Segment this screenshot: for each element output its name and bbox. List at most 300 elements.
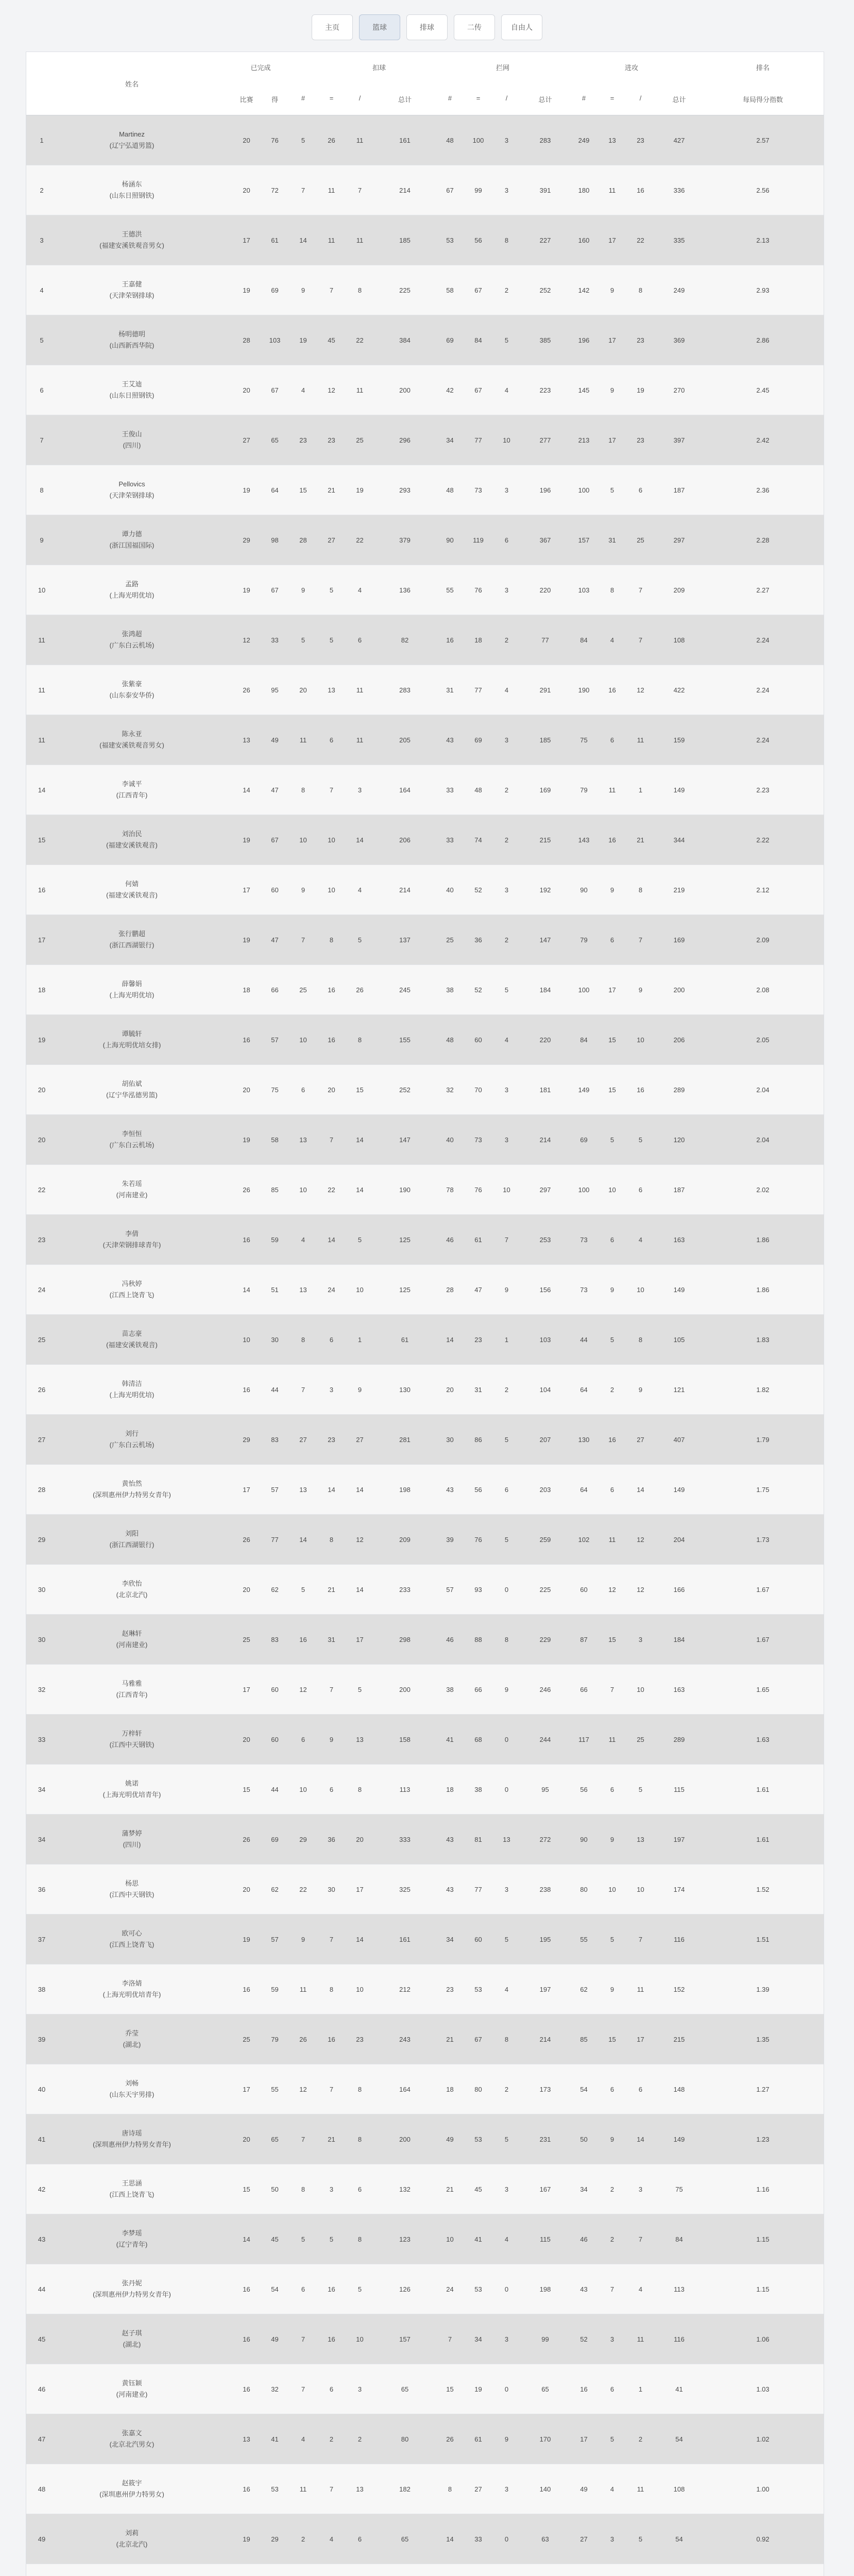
stat-cell: 90 — [446, 536, 454, 544]
player-team: (福建安溪铁观音) — [106, 841, 158, 849]
player-team: (上海光明优培女排) — [103, 1041, 161, 1049]
stat-cell: 7 — [329, 286, 334, 294]
stat-cell: 1.86 — [756, 1235, 770, 1244]
tab-setter[interactable]: 二传 — [454, 14, 495, 40]
player-name: 王艾迪 — [122, 380, 142, 388]
player-cell — [78, 1665, 186, 1714]
player-cell — [78, 2014, 186, 2064]
rank-cell: 7 — [40, 436, 44, 444]
stat-cell: 5 — [504, 336, 509, 344]
rank-cell: 11 — [38, 636, 45, 644]
stat-cell: 31 — [474, 1385, 482, 1394]
stat-cell: 21 — [637, 836, 644, 844]
stat-cell: 2 — [504, 836, 509, 844]
stat-cell: 33 — [446, 786, 454, 794]
stat-cell: 13 — [637, 1835, 644, 1843]
table-row — [26, 2014, 824, 2064]
player-team: (辽宁青年) — [116, 2241, 148, 2248]
stat-cell: 17 — [637, 2035, 644, 2043]
stat-cell: 205 — [399, 736, 411, 744]
stat-cell: 53 — [271, 2485, 279, 2493]
player-name: 何婧 — [125, 880, 139, 888]
stat-cell: 1 — [504, 1335, 509, 1344]
header-block-group: 拦网 — [496, 64, 509, 72]
stat-cell: 155 — [399, 1036, 411, 1044]
table-row — [26, 1365, 824, 1415]
stat-cell: 2 — [504, 286, 509, 294]
stat-cell: 28 — [299, 536, 307, 544]
stat-cell: 10 — [356, 1985, 364, 1993]
stat-cell: 11 — [356, 686, 364, 694]
stat-cell: 11 — [608, 786, 616, 794]
stat-cell: 14 — [328, 1235, 335, 1244]
table-row — [26, 1565, 824, 1615]
stat-cell: 200 — [673, 986, 685, 994]
stat-cell: 9 — [329, 1735, 334, 1743]
stat-cell: 108 — [673, 2485, 685, 2493]
stat-cell: 67 — [446, 186, 454, 194]
stat-cell: 160 — [578, 236, 590, 244]
header-rating-group: 排名 — [756, 64, 770, 72]
player-name: 刘治民 — [122, 830, 142, 838]
player-name: 张紫豪 — [122, 680, 142, 688]
stat-cell: 33 — [271, 636, 279, 644]
player-name: 杨明德明 — [118, 330, 145, 338]
rank-cell: 4 — [40, 286, 44, 294]
stat-cell: 422 — [673, 686, 685, 694]
stat-cell: 65 — [401, 2535, 409, 2543]
stat-cell: 22 — [637, 236, 644, 244]
table-row — [26, 965, 824, 1015]
stat-cell: 8 — [448, 2485, 452, 2493]
player-name: Martinez — [119, 130, 145, 138]
stat-cell: 2.45 — [756, 386, 770, 394]
stat-cell: 231 — [539, 2135, 551, 2143]
stat-cell: 93 — [474, 1585, 482, 1594]
player-cell — [78, 565, 186, 615]
stat-cell: 5 — [610, 1136, 614, 1144]
player-team: (北京北汽) — [116, 1591, 148, 1599]
player-team: (福建安溪铁观音) — [106, 891, 158, 899]
player-team: (上海光明优培青年) — [103, 1791, 161, 1799]
stat-cell: 4 — [504, 1985, 509, 1993]
stat-cell: 29 — [243, 1435, 250, 1444]
table-row — [26, 2314, 824, 2364]
table-row — [26, 2564, 824, 2576]
header-col: 总计 — [538, 96, 552, 104]
stat-cell: 6 — [610, 1485, 614, 1494]
stat-cell: 100 — [578, 1185, 590, 1194]
stat-cell: 23 — [328, 436, 335, 444]
stat-cell: 214 — [539, 2035, 551, 2043]
player-cell — [78, 2314, 186, 2364]
stat-cell: 24 — [328, 1285, 335, 1294]
stat-cell: 67 — [474, 2035, 482, 2043]
stat-cell: 1.83 — [756, 1335, 770, 1344]
stat-cell: 59 — [271, 1235, 279, 1244]
stat-cell: 2 — [610, 2185, 614, 2193]
stat-cell: 15 — [608, 1036, 616, 1044]
stat-cell: 2.86 — [756, 336, 770, 344]
stat-cell: 15 — [608, 2035, 616, 2043]
player-name: Pellovics — [118, 480, 145, 488]
stat-cell: 100 — [578, 486, 590, 494]
stat-cell: 47 — [271, 936, 279, 944]
player-team: (辽宁华泓德男篮) — [106, 1091, 158, 1099]
stat-cell: 4 — [301, 386, 305, 394]
player-name: 李梦瑶 — [122, 2229, 142, 2237]
stat-cell: 30 — [271, 1335, 279, 1344]
stat-cell: 43 — [446, 1485, 454, 1494]
stat-cell: 1.06 — [756, 2335, 770, 2343]
stat-cell: 16 — [608, 836, 616, 844]
table-row — [26, 365, 824, 415]
stat-cell: 1.52 — [756, 1885, 770, 1893]
player-cell — [78, 165, 186, 215]
stat-cell: 14 — [356, 836, 364, 844]
stat-cell: 9 — [301, 1935, 305, 1943]
stat-cell: 3 — [504, 2185, 509, 2193]
player-team: (江西上饶青飞) — [109, 1291, 155, 1299]
stat-cell: 20 — [328, 1086, 335, 1094]
player-cell — [78, 2364, 186, 2414]
stat-cell: 4 — [504, 686, 509, 694]
player-cell — [78, 2214, 186, 2264]
stat-cell: 49 — [271, 2335, 279, 2343]
stat-cell: 83 — [271, 1435, 279, 1444]
rank-cell: 5 — [40, 336, 44, 344]
stat-cell: 72 — [271, 186, 279, 194]
stat-cell: 6 — [638, 1185, 643, 1194]
stat-cell: 68 — [474, 1735, 482, 1743]
stat-cell: 44 — [271, 1385, 279, 1394]
stat-cell: 64 — [580, 1485, 588, 1494]
stat-cell: 16 — [328, 2035, 335, 2043]
stat-cell: 159 — [673, 736, 685, 744]
stat-cell: 6 — [329, 1335, 334, 1344]
stat-cell: 298 — [399, 1635, 411, 1643]
stat-cell: 3 — [610, 2535, 614, 2543]
stat-cell: 6 — [329, 736, 334, 744]
stat-cell: 8 — [329, 1985, 334, 1993]
stat-cell: 130 — [399, 1385, 411, 1394]
table-row — [26, 615, 824, 665]
stat-cell: 163 — [673, 1685, 685, 1693]
stat-cell: 25 — [637, 1735, 644, 1743]
stat-cell: 7 — [329, 2485, 334, 2493]
stat-cell: 12 — [637, 1585, 644, 1594]
table-row — [26, 1465, 824, 1515]
player-cell — [78, 2414, 186, 2464]
player-cell — [78, 365, 186, 415]
tab-libero[interactable]: 自由人 — [501, 14, 542, 40]
stat-cell: 19 — [356, 486, 364, 494]
stat-cell: 167 — [539, 2185, 551, 2193]
stat-cell: 22 — [356, 536, 364, 544]
stat-cell: 132 — [399, 2185, 411, 2193]
stat-cell: 46 — [580, 2235, 588, 2243]
rank-cell: 15 — [38, 836, 46, 844]
stat-cell: 25 — [243, 2035, 250, 2043]
stat-cell: 5 — [357, 1235, 362, 1244]
stat-cell: 10 — [356, 2335, 364, 2343]
stat-cell: 62 — [580, 1985, 588, 1993]
stat-cell: 108 — [673, 636, 685, 644]
stat-cell: 82 — [401, 636, 409, 644]
stat-cell: 4 — [638, 2285, 643, 2293]
stat-cell: 18 — [474, 636, 482, 644]
stat-cell: 6 — [610, 2385, 614, 2393]
stat-cell: 80 — [580, 1885, 588, 1893]
stat-cell: 12 — [299, 1685, 307, 1693]
stat-cell: 6 — [610, 1785, 614, 1793]
stat-cell: 136 — [399, 586, 411, 594]
table-row — [26, 515, 824, 565]
stat-cell: 8 — [357, 1785, 362, 1793]
stat-cell: 74 — [474, 836, 482, 844]
stat-cell: 20 — [243, 1086, 250, 1094]
stat-cell — [346, 2564, 374, 2576]
stat-cell: 16 — [328, 1036, 335, 1044]
stat-cell: 238 — [539, 1885, 551, 1893]
stat-cell: 60 — [271, 1735, 279, 1743]
stat-cell: 79 — [580, 786, 588, 794]
stat-cell: 27 — [637, 1435, 644, 1444]
stat-cell: 54 — [675, 2435, 683, 2443]
stat-cell: 161 — [399, 136, 411, 144]
stat-cell: 297 — [539, 1185, 551, 1194]
stat-cell: 9 — [638, 1385, 643, 1394]
stat-cell: 77 — [271, 1535, 279, 1544]
tab-block[interactable]: 排球 — [406, 14, 448, 40]
stat-cell: 203 — [539, 1485, 551, 1494]
stat-cell: 9 — [610, 286, 614, 294]
stat-cell: 46 — [446, 1635, 454, 1643]
stat-cell: 3 — [504, 186, 509, 194]
stat-cell: 12 — [328, 386, 335, 394]
player-cell — [78, 765, 186, 815]
stat-cell: 212 — [399, 1985, 411, 1993]
stat-cell: 15 — [356, 1086, 364, 1094]
rank-cell: 11 — [38, 736, 45, 744]
stat-cell: 11 — [356, 386, 364, 394]
stat-cell: 26 — [446, 2435, 454, 2443]
rank-cell: 45 — [38, 2335, 46, 2343]
stat-cell: 16 — [243, 2285, 250, 2293]
stat-cell: 10 — [637, 1885, 644, 1893]
rank-cell: 29 — [38, 1535, 46, 1544]
stat-cell: 297 — [673, 536, 685, 544]
stat-cell: 65 — [401, 2385, 409, 2393]
stat-cell: 40 — [446, 886, 454, 894]
stat-cell: 81 — [474, 1835, 482, 1843]
stat-cell: 10 — [299, 1185, 307, 1194]
stat-cell: 3 — [504, 1136, 509, 1144]
stat-cell: 245 — [399, 986, 411, 994]
rank-cell: 2 — [40, 186, 44, 194]
stat-cell: 51 — [271, 1285, 279, 1294]
stat-cell: 272 — [539, 1835, 551, 1843]
stat-cell: 32 — [446, 1086, 454, 1094]
stat-cell: 31 — [608, 536, 616, 544]
stat-cell: 10 — [328, 836, 335, 844]
stat-cell: 69 — [271, 1835, 279, 1843]
table-header — [26, 52, 824, 115]
stat-cell: 15 — [243, 1785, 250, 1793]
stat-cell: 25 — [637, 536, 644, 544]
stat-cell: 213 — [578, 436, 590, 444]
stat-cell: 116 — [674, 2335, 685, 2343]
stat-cell: 1.51 — [756, 1935, 770, 1943]
tab-home[interactable]: 主页 — [312, 14, 353, 40]
table-row — [26, 1964, 824, 2014]
player-name: 王嘉健 — [122, 280, 142, 288]
stat-cell: 249 — [578, 136, 590, 144]
stat-cell: 185 — [399, 236, 411, 244]
stat-cell: 3 — [504, 1086, 509, 1094]
table-row — [26, 1914, 824, 1964]
stat-cell: 2 — [610, 1385, 614, 1394]
player-cell — [78, 1815, 186, 1864]
stat-cell: 8 — [301, 786, 305, 794]
stat-cell: 10 — [356, 1285, 364, 1294]
rank-cell: 26 — [38, 1385, 46, 1394]
stat-cell: 1.15 — [756, 2235, 770, 2243]
stat-cell: 2.42 — [756, 436, 770, 444]
table-row — [26, 1165, 824, 1215]
stat-cell: 7 — [301, 186, 305, 194]
stat-cell: 76 — [271, 136, 279, 144]
stat-cell: 8 — [504, 2035, 509, 2043]
stat-cell: 333 — [399, 1835, 411, 1843]
stat-cell: 8 — [357, 1036, 362, 1044]
stat-cell: 6 — [329, 1785, 334, 1793]
stat-cell: 4 — [610, 2485, 614, 2493]
stat-cell: 76 — [474, 1535, 482, 1544]
stat-cell: 30 — [328, 1885, 335, 1893]
header-col: # — [448, 94, 452, 102]
stat-cell: 16 — [299, 1635, 307, 1643]
stat-cell: 3 — [504, 486, 509, 494]
stat-cell: 149 — [673, 786, 685, 794]
header-col: # — [582, 94, 586, 102]
stat-cell: 16 — [637, 1086, 644, 1094]
stat-cell: 54 — [675, 2535, 683, 2543]
stat-cell: 156 — [539, 1285, 551, 1294]
stat-cell: 166 — [673, 1585, 685, 1594]
player-name: 陈永亚 — [122, 730, 142, 738]
stat-cell: 379 — [399, 536, 411, 544]
stat-cell: 225 — [399, 286, 411, 294]
stat-cell: 75 — [271, 1086, 279, 1094]
stat-cell: 149 — [673, 1285, 685, 1294]
stat-cell: 180 — [578, 186, 590, 194]
stat-cell: 70 — [474, 1086, 482, 1094]
stat-cell: 145 — [578, 386, 590, 394]
stat-cell: 1.63 — [756, 1735, 770, 1743]
stat-cell: 163 — [673, 1235, 685, 1244]
table-row — [26, 465, 824, 515]
stat-cell: 34 — [446, 1935, 454, 1943]
stat-cell: 4 — [504, 2235, 509, 2243]
player-team: (北京北汽) — [116, 2540, 148, 2548]
stat-cell: 283 — [539, 136, 551, 144]
stat-cell: 113 — [399, 1785, 411, 1793]
stat-cell: 104 — [539, 1385, 551, 1394]
stat-cell: 59 — [271, 1985, 279, 1993]
stat-cell: 16 — [328, 2285, 335, 2293]
table-row — [26, 865, 824, 915]
stat-cell: 14 — [356, 1136, 364, 1144]
stat-cell: 190 — [578, 686, 590, 694]
player-cell — [78, 465, 186, 515]
rank-cell: 19 — [38, 1036, 46, 1044]
stat-cell: 281 — [399, 1435, 411, 1444]
stat-cell: 76 — [474, 586, 482, 594]
stat-cell: 7 — [301, 2135, 305, 2143]
rank-cell: 6 — [40, 386, 44, 394]
stat-cell: 6 — [357, 2535, 362, 2543]
header-played: 比赛 — [240, 96, 253, 104]
stat-cell: 10 — [503, 436, 510, 444]
stat-cell: 26 — [356, 986, 364, 994]
stat-cell: 12 — [637, 1535, 644, 1544]
stat-cell: 5 — [504, 2135, 509, 2143]
player-cell — [78, 1865, 186, 1914]
stat-cell: 270 — [673, 386, 685, 394]
stat-cell: 2.22 — [756, 836, 770, 844]
stat-cell: 1.00 — [756, 2485, 770, 2493]
stat-cell: 7 — [504, 1235, 509, 1244]
stat-cell: 8 — [504, 236, 509, 244]
stat-cell: 26 — [243, 1535, 250, 1544]
stat-cell: 7 — [357, 186, 362, 194]
stat-cell: 117 — [578, 1735, 589, 1743]
stat-cell: 5 — [638, 1136, 643, 1144]
stat-cell: 200 — [399, 1685, 411, 1693]
player-name: 刘畅 — [125, 2079, 139, 2087]
stat-cell: 69 — [271, 286, 279, 294]
stat-cell: 11 — [356, 136, 364, 144]
rank-cell: 32 — [38, 1685, 46, 1693]
stat-cell: 1.65 — [756, 1685, 770, 1693]
stat-cell: 12 — [356, 1535, 364, 1544]
rank-cell: 3 — [40, 236, 44, 244]
stat-cell: 19 — [243, 586, 250, 594]
stat-cell: 7 — [610, 1685, 614, 1693]
stat-cell — [570, 2564, 598, 2576]
player-name: 韩清洁 — [122, 1380, 142, 1387]
table-row — [26, 1215, 824, 1265]
player-team: (上海光明优培) — [109, 591, 155, 599]
stat-cell: 50 — [580, 2135, 588, 2143]
player-team: (江西上饶青飞) — [109, 2191, 155, 2198]
stat-cell: 22 — [328, 1185, 335, 1194]
header-col: = — [329, 94, 334, 102]
stat-cell: 13 — [299, 1136, 307, 1144]
player-cell — [78, 865, 186, 914]
stat-cell: 9 — [301, 586, 305, 594]
stat-cell: 115 — [674, 1785, 685, 1793]
stat-cell — [232, 2564, 261, 2576]
stat-cell: 17 — [243, 1485, 250, 1494]
player-name: 朱若瑶 — [122, 1180, 142, 1188]
stat-cell: 26 — [243, 686, 250, 694]
player-team: (江西上饶青飞) — [109, 1941, 155, 1948]
stat-cell: 64 — [580, 1385, 588, 1394]
tab-spike[interactable]: 篮球 — [359, 14, 400, 40]
player-cell — [78, 2464, 186, 2514]
